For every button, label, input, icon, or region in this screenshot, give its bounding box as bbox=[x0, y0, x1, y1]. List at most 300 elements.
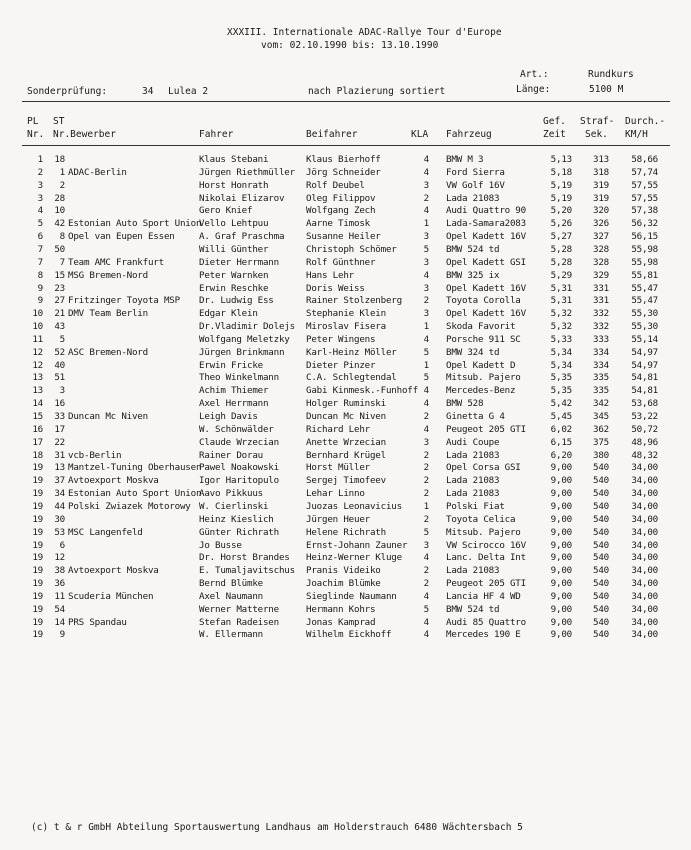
table-row bbox=[0, 308, 691, 320]
cell-kla: 4 bbox=[423, 590, 429, 602]
col-straf: Straf- bbox=[580, 116, 615, 127]
cell-pl: 3 bbox=[37, 179, 43, 191]
cell-st: 1 bbox=[59, 166, 65, 178]
cell-kmh: 55,30 bbox=[631, 308, 658, 320]
cell-sek: 540 bbox=[593, 513, 609, 525]
table-row bbox=[0, 295, 691, 307]
cell-fahrer: Dr. Horst Brandes bbox=[199, 552, 290, 564]
cell-sek: 540 bbox=[593, 526, 609, 538]
cell-sek: 334 bbox=[593, 359, 609, 371]
cell-zeit: 5,35 bbox=[550, 372, 572, 384]
cell-fahrer: Axel Naumann bbox=[199, 590, 263, 602]
cell-st: 16 bbox=[54, 398, 65, 410]
cell-kmh: 55,30 bbox=[631, 321, 658, 333]
cell-zeit: 5,27 bbox=[550, 231, 572, 243]
cell-fahrzeug: BMW 324 td bbox=[446, 346, 500, 358]
cell-fahrzeug: BMW M 3 bbox=[446, 154, 484, 165]
table-row bbox=[0, 283, 691, 295]
cell-bewerber: Duncan Mc Niven bbox=[68, 411, 148, 422]
cell-st: 33 bbox=[54, 411, 65, 422]
cell-fahrer: Bernd Blümke bbox=[199, 578, 263, 590]
cell-sek: 331 bbox=[593, 282, 609, 294]
table-row bbox=[0, 334, 691, 346]
cell-fahrer: Gero Knief bbox=[199, 205, 253, 217]
table-row bbox=[0, 360, 691, 372]
cell-kmh: 58,66 bbox=[631, 154, 658, 165]
cell-sek: 362 bbox=[593, 423, 609, 435]
footer-text: (c) t & r GmbH Abteilung Sportauswertung Landhaus am Holderstrauch 6480 Wächtersbach 5 bbox=[31, 822, 523, 833]
cell-kla: 4 bbox=[423, 269, 429, 281]
col-fahrer: Fahrer bbox=[199, 129, 234, 140]
cell-fahrzeug: Lada 21083 bbox=[446, 565, 500, 577]
cell-pl: 19 bbox=[32, 500, 43, 512]
table-row bbox=[0, 540, 691, 552]
cell-bewerber: vcb-Berlin bbox=[68, 449, 122, 461]
cell-kla: 5 bbox=[423, 526, 429, 538]
col-st-bewerber: Nr.Bewerber bbox=[53, 129, 116, 140]
cell-sek: 540 bbox=[593, 539, 609, 551]
col-pl-nr: Nr. bbox=[27, 129, 45, 140]
cell-fahrzeug: Lada 21083 bbox=[446, 475, 500, 487]
art-value: Rundkurs bbox=[588, 69, 634, 80]
table-row bbox=[0, 578, 691, 590]
cell-sek: 326 bbox=[593, 218, 609, 230]
cell-sek: 320 bbox=[593, 205, 609, 217]
cell-kmh: 56,32 bbox=[631, 218, 658, 230]
header-top-rule bbox=[22, 101, 670, 102]
cell-fahrer: Achim Thiemer bbox=[199, 385, 269, 397]
table-row bbox=[0, 591, 691, 603]
cell-fahrzeug: Lancia HF 4 WD bbox=[446, 590, 521, 602]
cell-sek: 329 bbox=[593, 269, 609, 281]
cell-kmh: 34,00 bbox=[631, 500, 658, 512]
table-row bbox=[0, 514, 691, 526]
cell-fahrer: Dr. Ludwig Ess bbox=[199, 295, 274, 307]
cell-kla: 4 bbox=[423, 398, 429, 410]
cell-fahrzeug: Opel Kadett GSI bbox=[446, 256, 526, 268]
cell-beifahrer: Stephanie Klein bbox=[306, 308, 386, 320]
table-row bbox=[0, 385, 691, 397]
cell-bewerber: Scuderia München bbox=[68, 590, 154, 602]
cell-fahrzeug: Toyota Corolla bbox=[446, 295, 521, 307]
cell-kla: 4 bbox=[423, 629, 429, 641]
table-row bbox=[0, 450, 691, 462]
cell-kmh: 56,15 bbox=[631, 231, 658, 243]
table-row bbox=[0, 154, 691, 166]
cell-fahrzeug: Ginetta G 4 bbox=[446, 411, 505, 422]
cell-zeit: 5,33 bbox=[550, 333, 572, 345]
cell-beifahrer: Hermann Kohrs bbox=[306, 603, 376, 615]
cell-sek: 342 bbox=[593, 398, 609, 410]
cell-pl: 3 bbox=[37, 192, 43, 204]
cell-st: 37 bbox=[54, 475, 65, 487]
cell-fahrer: Willi Günther bbox=[199, 243, 269, 255]
cell-beifahrer: Wolfgang Zech bbox=[306, 205, 376, 217]
cell-beifahrer: Heinz-Werner Kluge bbox=[306, 552, 402, 564]
table-row bbox=[0, 604, 691, 616]
cell-st: 17 bbox=[54, 423, 65, 435]
cell-fahrer: Peter Warnken bbox=[199, 269, 269, 281]
col-fahrzeug: Fahrzeug bbox=[446, 129, 492, 140]
cell-kla: 4 bbox=[423, 423, 429, 435]
cell-beifahrer: Susanne Heiler bbox=[306, 231, 381, 243]
cell-sek: 380 bbox=[593, 449, 609, 461]
cell-zeit: 5,31 bbox=[550, 282, 572, 294]
cell-st: 42 bbox=[54, 218, 65, 230]
cell-kmh: 34,00 bbox=[631, 475, 658, 487]
cell-st: 38 bbox=[54, 565, 65, 577]
cell-pl: 4 bbox=[37, 205, 43, 217]
cell-sek: 540 bbox=[593, 500, 609, 512]
cell-kla: 2 bbox=[423, 411, 429, 422]
col-beifahrer: Beifahrer bbox=[306, 129, 358, 140]
cell-sek: 540 bbox=[593, 629, 609, 641]
cell-fahrzeug: Audi Quattro 90 bbox=[446, 205, 526, 217]
cell-sek: 540 bbox=[593, 565, 609, 577]
cell-kmh: 54,81 bbox=[631, 372, 658, 384]
cell-zeit: 5,13 bbox=[550, 154, 572, 165]
cell-sek: 335 bbox=[593, 385, 609, 397]
cell-fahrer: Jo Busse bbox=[199, 539, 242, 551]
cell-kla: 3 bbox=[423, 231, 429, 243]
cell-zeit: 5,32 bbox=[550, 308, 572, 320]
art-label: Art.: bbox=[520, 69, 549, 80]
cell-kla: 2 bbox=[423, 578, 429, 590]
cell-kmh: 34,00 bbox=[631, 513, 658, 525]
header-bottom-rule bbox=[22, 145, 670, 146]
cell-beifahrer: Dieter Pinzer bbox=[306, 359, 376, 371]
cell-fahrer: Rainer Dorau bbox=[199, 449, 263, 461]
col-pl: PL bbox=[27, 116, 39, 127]
col-sek: Sek. bbox=[585, 129, 608, 140]
col-zeit: Zeit bbox=[543, 129, 566, 140]
cell-beifahrer: Bernhard Krügel bbox=[306, 449, 386, 461]
table-row bbox=[0, 244, 691, 256]
cell-sek: 334 bbox=[593, 346, 609, 358]
cell-kmh: 48,96 bbox=[631, 436, 658, 448]
cell-st: 23 bbox=[54, 282, 65, 294]
cell-st: 7 bbox=[59, 256, 65, 268]
cell-kla: 4 bbox=[423, 385, 429, 397]
cell-kla: 1 bbox=[423, 500, 429, 512]
table-row bbox=[0, 565, 691, 577]
table-row bbox=[0, 398, 691, 410]
cell-zeit: 9,00 bbox=[550, 462, 572, 474]
cell-kla: 4 bbox=[423, 154, 429, 165]
cell-fahrzeug: Lada 21083 bbox=[446, 488, 500, 500]
cell-bewerber: Opel van Eupen Essen bbox=[68, 231, 175, 243]
cell-kla: 4 bbox=[423, 205, 429, 217]
cell-sek: 318 bbox=[593, 166, 609, 178]
cell-zeit: 5,45 bbox=[550, 411, 572, 422]
cell-fahrer: Günter Richrath bbox=[199, 526, 279, 538]
cell-zeit: 9,00 bbox=[550, 552, 572, 564]
cell-beifahrer: Aarne Timosk bbox=[306, 218, 370, 230]
table-row bbox=[0, 167, 691, 179]
cell-zeit: 9,00 bbox=[550, 488, 572, 500]
cell-zeit: 9,00 bbox=[550, 603, 572, 615]
cell-st: 5 bbox=[59, 333, 65, 345]
cell-kla: 4 bbox=[423, 616, 429, 628]
cell-fahrer: Vello Lehtpuu bbox=[199, 218, 269, 230]
cell-pl: 2 bbox=[37, 166, 43, 178]
cell-zeit: 9,00 bbox=[550, 526, 572, 538]
cell-fahrer: W. Schönwälder bbox=[199, 423, 274, 435]
cell-fahrzeug: Mercedes 190 E bbox=[446, 629, 521, 641]
cell-fahrer: Nikolai Elizarov bbox=[199, 192, 285, 204]
cell-fahrzeug: Porsche 911 SC bbox=[446, 333, 521, 345]
table-row bbox=[0, 617, 691, 629]
cell-fahrzeug: Lada-Samara2083 bbox=[446, 218, 526, 230]
cell-kmh: 55,98 bbox=[631, 243, 658, 255]
cell-st: 15 bbox=[54, 269, 65, 281]
cell-fahrer: Jürgen Riethmüller bbox=[199, 166, 295, 178]
cell-beifahrer: Duncan Mc Niven bbox=[306, 411, 386, 422]
cell-pl: 19 bbox=[32, 603, 43, 615]
cell-zeit: 9,00 bbox=[550, 539, 572, 551]
cell-zeit: 5,35 bbox=[550, 385, 572, 397]
cell-beifahrer: Hans Lehr bbox=[306, 269, 354, 281]
cell-kmh: 54,97 bbox=[631, 359, 658, 371]
cell-fahrer: Claude Wrzecian bbox=[199, 436, 279, 448]
cell-sek: 331 bbox=[593, 295, 609, 307]
cell-pl: 19 bbox=[32, 475, 43, 487]
cell-st: 28 bbox=[54, 192, 65, 204]
cell-kla: 5 bbox=[423, 243, 429, 255]
date-range: vom: 02.10.1990 bis: 13.10.1990 bbox=[261, 40, 439, 51]
cell-kmh: 55,47 bbox=[631, 282, 658, 294]
cell-bewerber: Estonian Auto Sport Union bbox=[68, 488, 202, 500]
cell-zeit: 5,19 bbox=[550, 179, 572, 191]
cell-kla: 3 bbox=[423, 256, 429, 268]
cell-kla: 1 bbox=[423, 321, 429, 333]
cell-sek: 540 bbox=[593, 552, 609, 564]
cell-pl: 19 bbox=[32, 590, 43, 602]
cell-pl: 9 bbox=[37, 282, 43, 294]
cell-pl: 13 bbox=[32, 372, 43, 384]
cell-st: 40 bbox=[54, 359, 65, 371]
cell-kla: 2 bbox=[423, 295, 429, 307]
table-row bbox=[0, 501, 691, 513]
cell-fahrer: Leigh Davis bbox=[199, 411, 258, 422]
cell-kmh: 55,14 bbox=[631, 333, 658, 345]
cell-fahrer: Dr.Vladimir Dolejs bbox=[199, 321, 295, 333]
cell-kla: 5 bbox=[423, 603, 429, 615]
cell-st: 27 bbox=[54, 295, 65, 307]
cell-sek: 375 bbox=[593, 436, 609, 448]
cell-pl: 19 bbox=[32, 616, 43, 628]
cell-kmh: 34,00 bbox=[631, 462, 658, 474]
cell-zeit: 9,00 bbox=[550, 513, 572, 525]
cell-fahrer: Heinz Kieslich bbox=[199, 513, 274, 525]
col-durch: Durch.- bbox=[625, 116, 666, 127]
cell-bewerber: Avtoexport Moskva bbox=[68, 565, 159, 577]
cell-pl: 17 bbox=[32, 436, 43, 448]
cell-kla: 3 bbox=[423, 436, 429, 448]
cell-fahrer: E. Tumaljavitschus bbox=[199, 565, 295, 577]
cell-st: 8 bbox=[59, 231, 65, 243]
cell-fahrzeug: BMW 524 td bbox=[446, 243, 500, 255]
cell-zeit: 5,28 bbox=[550, 256, 572, 268]
cell-fahrzeug: Lanc. Delta Int bbox=[446, 552, 526, 564]
cell-fahrer: Theo Winkelmann bbox=[199, 372, 279, 384]
cell-st: 53 bbox=[54, 526, 65, 538]
cell-beifahrer: Christoph Schömer bbox=[306, 243, 397, 255]
table-row bbox=[0, 270, 691, 282]
cell-kmh: 55,81 bbox=[631, 269, 658, 281]
cell-kla: 2 bbox=[423, 192, 429, 204]
table-row bbox=[0, 475, 691, 487]
cell-st: 22 bbox=[54, 436, 65, 448]
cell-pl: 12 bbox=[32, 359, 43, 371]
cell-beifahrer: Sieglinde Naumann bbox=[306, 590, 397, 602]
cell-st: 18 bbox=[54, 154, 65, 165]
cell-kmh: 50,72 bbox=[631, 423, 658, 435]
table-row bbox=[0, 629, 691, 641]
cell-zeit: 9,00 bbox=[550, 565, 572, 577]
cell-bewerber: ADAC-Berlin bbox=[68, 166, 127, 178]
cell-zeit: 5,29 bbox=[550, 269, 572, 281]
cell-sek: 319 bbox=[593, 179, 609, 191]
cell-st: 11 bbox=[54, 590, 65, 602]
cell-zeit: 5,28 bbox=[550, 243, 572, 255]
cell-kmh: 57,38 bbox=[631, 205, 658, 217]
cell-sek: 540 bbox=[593, 603, 609, 615]
cell-kmh: 55,98 bbox=[631, 256, 658, 268]
cell-st: 14 bbox=[54, 616, 65, 628]
cell-sek: 540 bbox=[593, 475, 609, 487]
cell-beifahrer: Lehar Linno bbox=[306, 488, 365, 500]
cell-sek: 319 bbox=[593, 192, 609, 204]
table-row bbox=[0, 527, 691, 539]
cell-kla: 2 bbox=[423, 462, 429, 474]
cell-beifahrer: Sergej Timofeev bbox=[306, 475, 386, 487]
cell-kla: 4 bbox=[423, 333, 429, 345]
cell-fahrer: Aavo Pikkuus bbox=[199, 488, 263, 500]
cell-sek: 335 bbox=[593, 372, 609, 384]
cell-sek: 333 bbox=[593, 333, 609, 345]
cell-kla: 2 bbox=[423, 565, 429, 577]
cell-bewerber: Fritzinger Toyota MSP bbox=[68, 295, 180, 307]
col-kla: KLA bbox=[411, 129, 429, 140]
cell-st: 50 bbox=[54, 243, 65, 255]
cell-beifahrer: Anette Wrzecian bbox=[306, 436, 386, 448]
cell-pl: 7 bbox=[37, 256, 43, 268]
table-row bbox=[0, 321, 691, 333]
cell-pl: 9 bbox=[37, 295, 43, 307]
cell-zeit: 6,02 bbox=[550, 423, 572, 435]
cell-beifahrer: Rainer Stolzenberg bbox=[306, 295, 402, 307]
cell-st: 3 bbox=[59, 385, 65, 397]
table-row bbox=[0, 257, 691, 269]
cell-sek: 540 bbox=[593, 462, 609, 474]
cell-fahrzeug: Mitsub. Pajero bbox=[446, 526, 521, 538]
cell-fahrer: W. Ellermann bbox=[199, 629, 263, 641]
cell-fahrzeug: VW Golf 16V bbox=[446, 179, 505, 191]
cell-beifahrer: Rolf Deubel bbox=[306, 179, 365, 191]
table-row bbox=[0, 231, 691, 243]
cell-zeit: 5,20 bbox=[550, 205, 572, 217]
cell-st: 44 bbox=[54, 500, 65, 512]
cell-bewerber: Mantzel-Tuning Oberhausen bbox=[68, 462, 202, 474]
cell-sek: 332 bbox=[593, 308, 609, 320]
cell-fahrzeug: BMW 524 td bbox=[446, 603, 500, 615]
cell-beifahrer: Karl-Heinz Möller bbox=[306, 346, 397, 358]
cell-fahrzeug: Opel Kadett 16V bbox=[446, 308, 526, 320]
cell-sek: 328 bbox=[593, 256, 609, 268]
cell-sek: 327 bbox=[593, 231, 609, 243]
cell-kla: 2 bbox=[423, 488, 429, 500]
cell-st: 52 bbox=[54, 346, 65, 358]
cell-kla: 2 bbox=[423, 449, 429, 461]
cell-zeit: 9,00 bbox=[550, 590, 572, 602]
cell-kla: 2 bbox=[423, 475, 429, 487]
cell-zeit: 9,00 bbox=[550, 629, 572, 641]
cell-st: 54 bbox=[54, 603, 65, 615]
cell-zeit: 9,00 bbox=[550, 578, 572, 590]
cell-pl: 7 bbox=[37, 243, 43, 255]
cell-fahrzeug: Opel Kadett 16V bbox=[446, 282, 526, 294]
table-row bbox=[0, 193, 691, 205]
cell-beifahrer: Rolf Günthner bbox=[306, 256, 376, 268]
sonderpruefung-label: Sonderprüfung: bbox=[27, 86, 108, 97]
cell-pl: 18 bbox=[32, 449, 43, 461]
cell-pl: 12 bbox=[32, 346, 43, 358]
cell-fahrzeug: Ford Sierra bbox=[446, 166, 505, 178]
cell-fahrzeug: Mercedes-Benz bbox=[446, 385, 516, 397]
cell-bewerber: ASC Bremen-Nord bbox=[68, 346, 148, 358]
table-row bbox=[0, 488, 691, 500]
cell-kla: 1 bbox=[423, 359, 429, 371]
table-row bbox=[0, 372, 691, 384]
cell-zeit: 5,19 bbox=[550, 192, 572, 204]
cell-fahrer: Erwin Fricke bbox=[199, 359, 263, 371]
cell-kmh: 53,68 bbox=[631, 398, 658, 410]
cell-beifahrer: Horst Müller bbox=[306, 462, 370, 474]
document-title: XXXIII. Internationale ADAC-Rallye Tour d'Europe bbox=[227, 27, 502, 38]
cell-beifahrer: Joachim Blümke bbox=[306, 578, 381, 590]
cell-beifahrer: Ernst-Johann Zauner bbox=[306, 539, 408, 551]
cell-st: 34 bbox=[54, 488, 65, 500]
cell-st: 2 bbox=[59, 179, 65, 191]
cell-zeit: 9,00 bbox=[550, 475, 572, 487]
cell-zeit: 5,18 bbox=[550, 166, 572, 178]
cell-zeit: 5,42 bbox=[550, 398, 572, 410]
cell-fahrer: Horst Honrath bbox=[199, 179, 269, 191]
cell-pl: 19 bbox=[32, 578, 43, 590]
cell-fahrer: Pawel Noakowski bbox=[199, 462, 279, 474]
cell-sek: 540 bbox=[593, 616, 609, 628]
cell-fahrzeug: VW Scirocco 16V bbox=[446, 539, 526, 551]
cell-beifahrer: Jörg Schneider bbox=[306, 166, 381, 178]
cell-st: 10 bbox=[54, 205, 65, 217]
cell-beifahrer: Oleg Filippov bbox=[306, 192, 376, 204]
cell-bewerber: Polski Zwiazek Motorowy bbox=[68, 500, 191, 512]
cell-zeit: 9,00 bbox=[550, 500, 572, 512]
cell-st: 12 bbox=[54, 552, 65, 564]
cell-zeit: 5,31 bbox=[550, 295, 572, 307]
table-row bbox=[0, 218, 691, 230]
cell-sek: 313 bbox=[593, 154, 609, 165]
cell-kmh: 34,00 bbox=[631, 552, 658, 564]
table-row bbox=[0, 205, 691, 217]
cell-pl: 19 bbox=[32, 629, 43, 641]
cell-kla: 3 bbox=[423, 308, 429, 320]
cell-bewerber: Team AMC Frankfurt bbox=[68, 256, 164, 268]
laenge-label: Länge: bbox=[516, 84, 551, 95]
sonderpruefung-number: 34 bbox=[142, 86, 154, 97]
cell-kmh: 34,00 bbox=[631, 578, 658, 590]
